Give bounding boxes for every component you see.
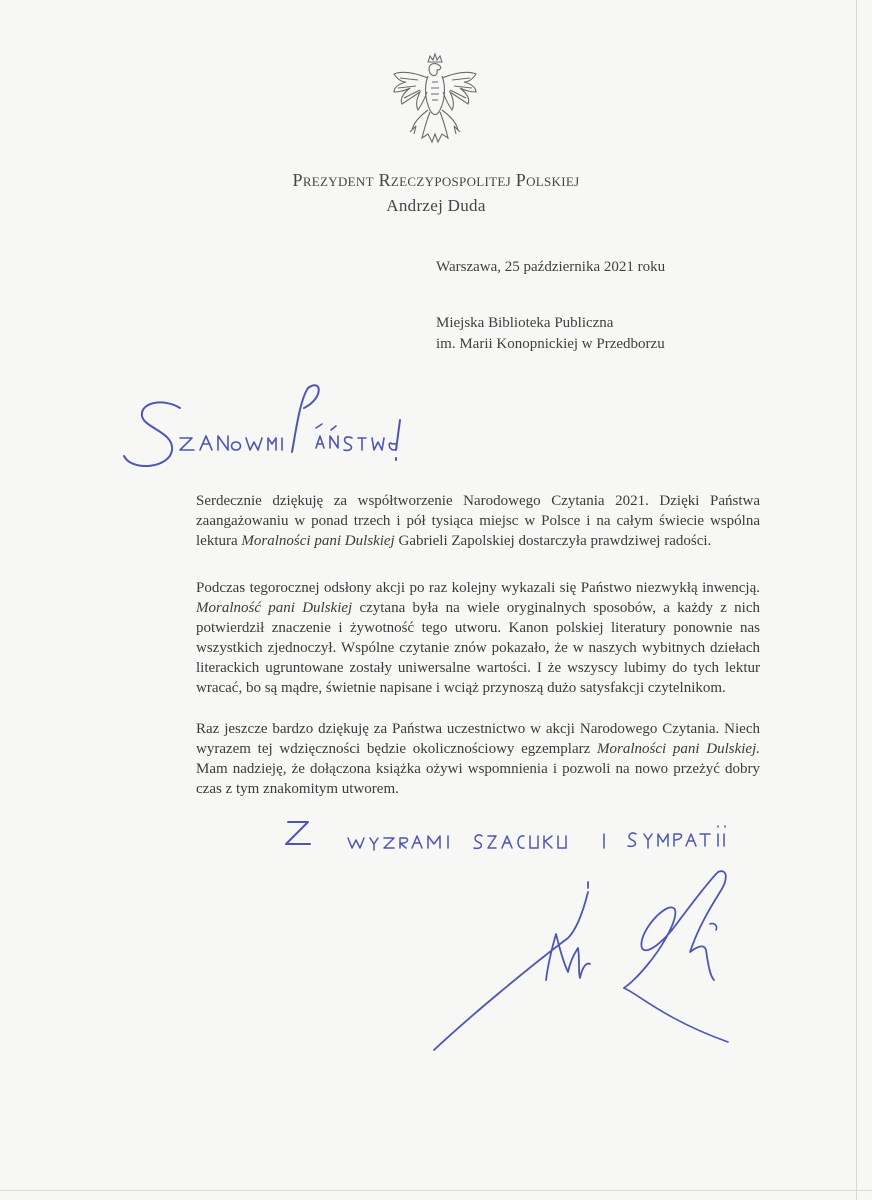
addressee-line: im. Marii Konopnickiej w Przedborzu	[436, 336, 665, 352]
office-title: Prezydent Rzeczypospolitej Polskiej	[292, 170, 580, 190]
white-eagle-emblem-icon	[388, 52, 482, 152]
body-paragraph	[196, 719, 760, 799]
paragraph-text: Podczas tegorocznej odsłony akcji po raz kolejny wykazali się Państwo niezwykłą inwencją.	[196, 580, 760, 596]
paragraph-text: Serdecznie dziękuję za współtworzenie Narodowego Czytania 2021. Dzięki Państwa zaangażowaniu w ponad trzech i pół tysiąca miejsc w Polsce i na całym świecie wspólna lektura	[196, 493, 760, 549]
book-title: Moralności pani Dulskiej.	[596, 741, 760, 757]
handwritten-salutation	[118, 380, 408, 480]
handwritten-signature	[428, 868, 738, 1058]
paragraph-text: Mam nadzieję, że dołączona książka ożywi wspomnienia i pozwoli na nowo przeżyć dobry czas z tym znakomitym utworem.	[196, 761, 760, 797]
body-paragraph	[196, 578, 760, 698]
addressee	[436, 313, 665, 355]
date-line: Warszawa, 25 października 2021 roku	[436, 259, 666, 275]
page-edge-bottom	[0, 1190, 872, 1191]
book-title: Moralność pani Dulskiej	[196, 600, 353, 616]
president-name: Andrzej Duda	[386, 196, 486, 215]
body-paragraph	[196, 491, 760, 551]
paragraph-text: czytana była na wiele oryginalnych sposobów, a każdy z nich potwierdził znaczenie i żywotność tego utworu. Kanon polskiej literatury ponownie nas wszystkich zjednoczył. Wspólne czytanie znów pokazało, że w naszych wybitnych dziełach literackich ugruntowane zostały uniwersalne wartości. I że wszyscy lubimy do tych lektur wracać, bo są mądre, świetnie napisane i wciąż przynoszą dużo satysfakcji czytelnikom.	[196, 600, 760, 696]
paragraph-text: Raz jeszcze bardzo dziękuję za Państwa uczestnictwo w akcji Narodowego Czytania. Niech wyrazem tej wdzięczności będzie okolicznościowy egzemplarz	[196, 721, 760, 757]
book-title: Moralności pani Dulskiej	[241, 533, 395, 549]
paragraph-text: Gabrieli Zapolskiej dostarczyła prawdziwej radości.	[394, 533, 712, 549]
addressee-line: Miejska Biblioteka Publiczna	[436, 315, 614, 331]
handwritten-closing	[282, 812, 752, 862]
